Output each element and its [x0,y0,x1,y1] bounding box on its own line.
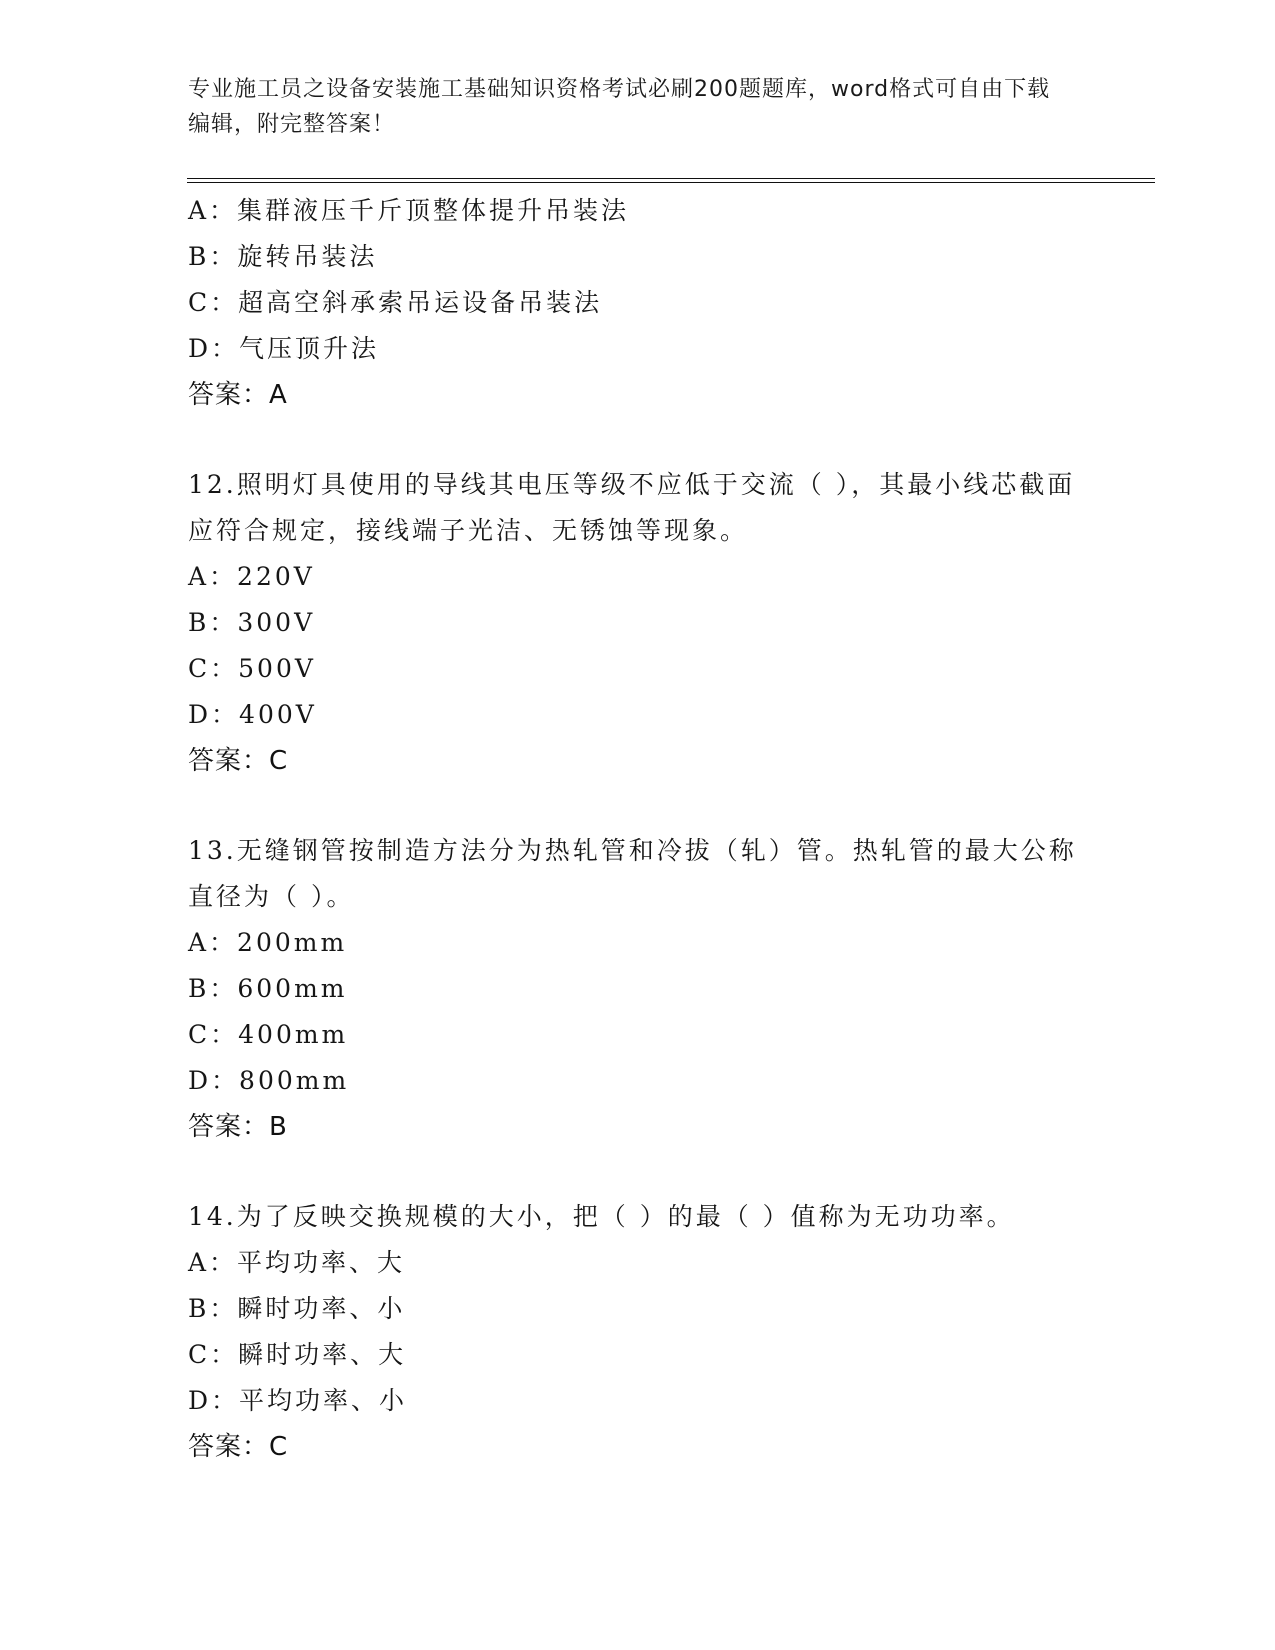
document-title: 专业施工员之设备安装施工基础知识资格考试必刷200题题库，word格式可自由下载编辑，附完整答案！ [188,77,1051,137]
document-header [188,72,1068,142]
option-b: B：300V [188,608,316,637]
option-d: D：400V [188,700,317,729]
option-a: A：220V [188,562,315,591]
option-a: A：集群液压千斤顶整体提升吊装法 [188,196,630,225]
spacer [188,1150,1088,1194]
answer-line: 答案：B [188,1112,288,1142]
spacer [188,784,1088,828]
option-c: C：400mm [188,1020,349,1049]
question-block [188,462,1088,784]
question-block [188,828,1088,1150]
question-text: 13.无缝钢管按制造方法分为热轧管和冷拔（轧）管。热轧管的最大公称直径为（ ）。 [188,836,1077,911]
spacer [188,418,1088,462]
question-text: 14.为了反映交换规模的大小，把（ ）的最（ ）值称为无功功率。 [188,1202,1015,1231]
option-c: C：瞬时功率、大 [188,1340,407,1369]
option-a: A：平均功率、大 [188,1248,406,1277]
option-d: D：平均功率、小 [188,1386,408,1415]
option-b: B：旋转吊装法 [188,242,378,271]
option-d: D：800mm [188,1066,350,1095]
option-c: C：超高空斜承索吊运设备吊装法 [188,288,603,317]
option-b: B：600mm [188,974,348,1003]
header-divider [187,178,1155,183]
option-c: C：500V [188,654,316,683]
question-block [188,188,1088,418]
question-block [188,1194,1088,1470]
answer-line: 答案：A [188,380,288,410]
option-a: A：200mm [188,928,348,957]
option-b: B：瞬时功率、小 [188,1294,406,1323]
option-d: D：气压顶升法 [188,334,380,363]
question-text: 12.照明灯具使用的导线其电压等级不应低于交流（ ），其最小线芯截面应符合规定，接线端子光洁、无锈蚀等现象。 [188,470,1076,545]
question-list [188,188,1088,1470]
answer-line: 答案：C [188,746,289,776]
answer-line: 答案：C [188,1432,289,1462]
